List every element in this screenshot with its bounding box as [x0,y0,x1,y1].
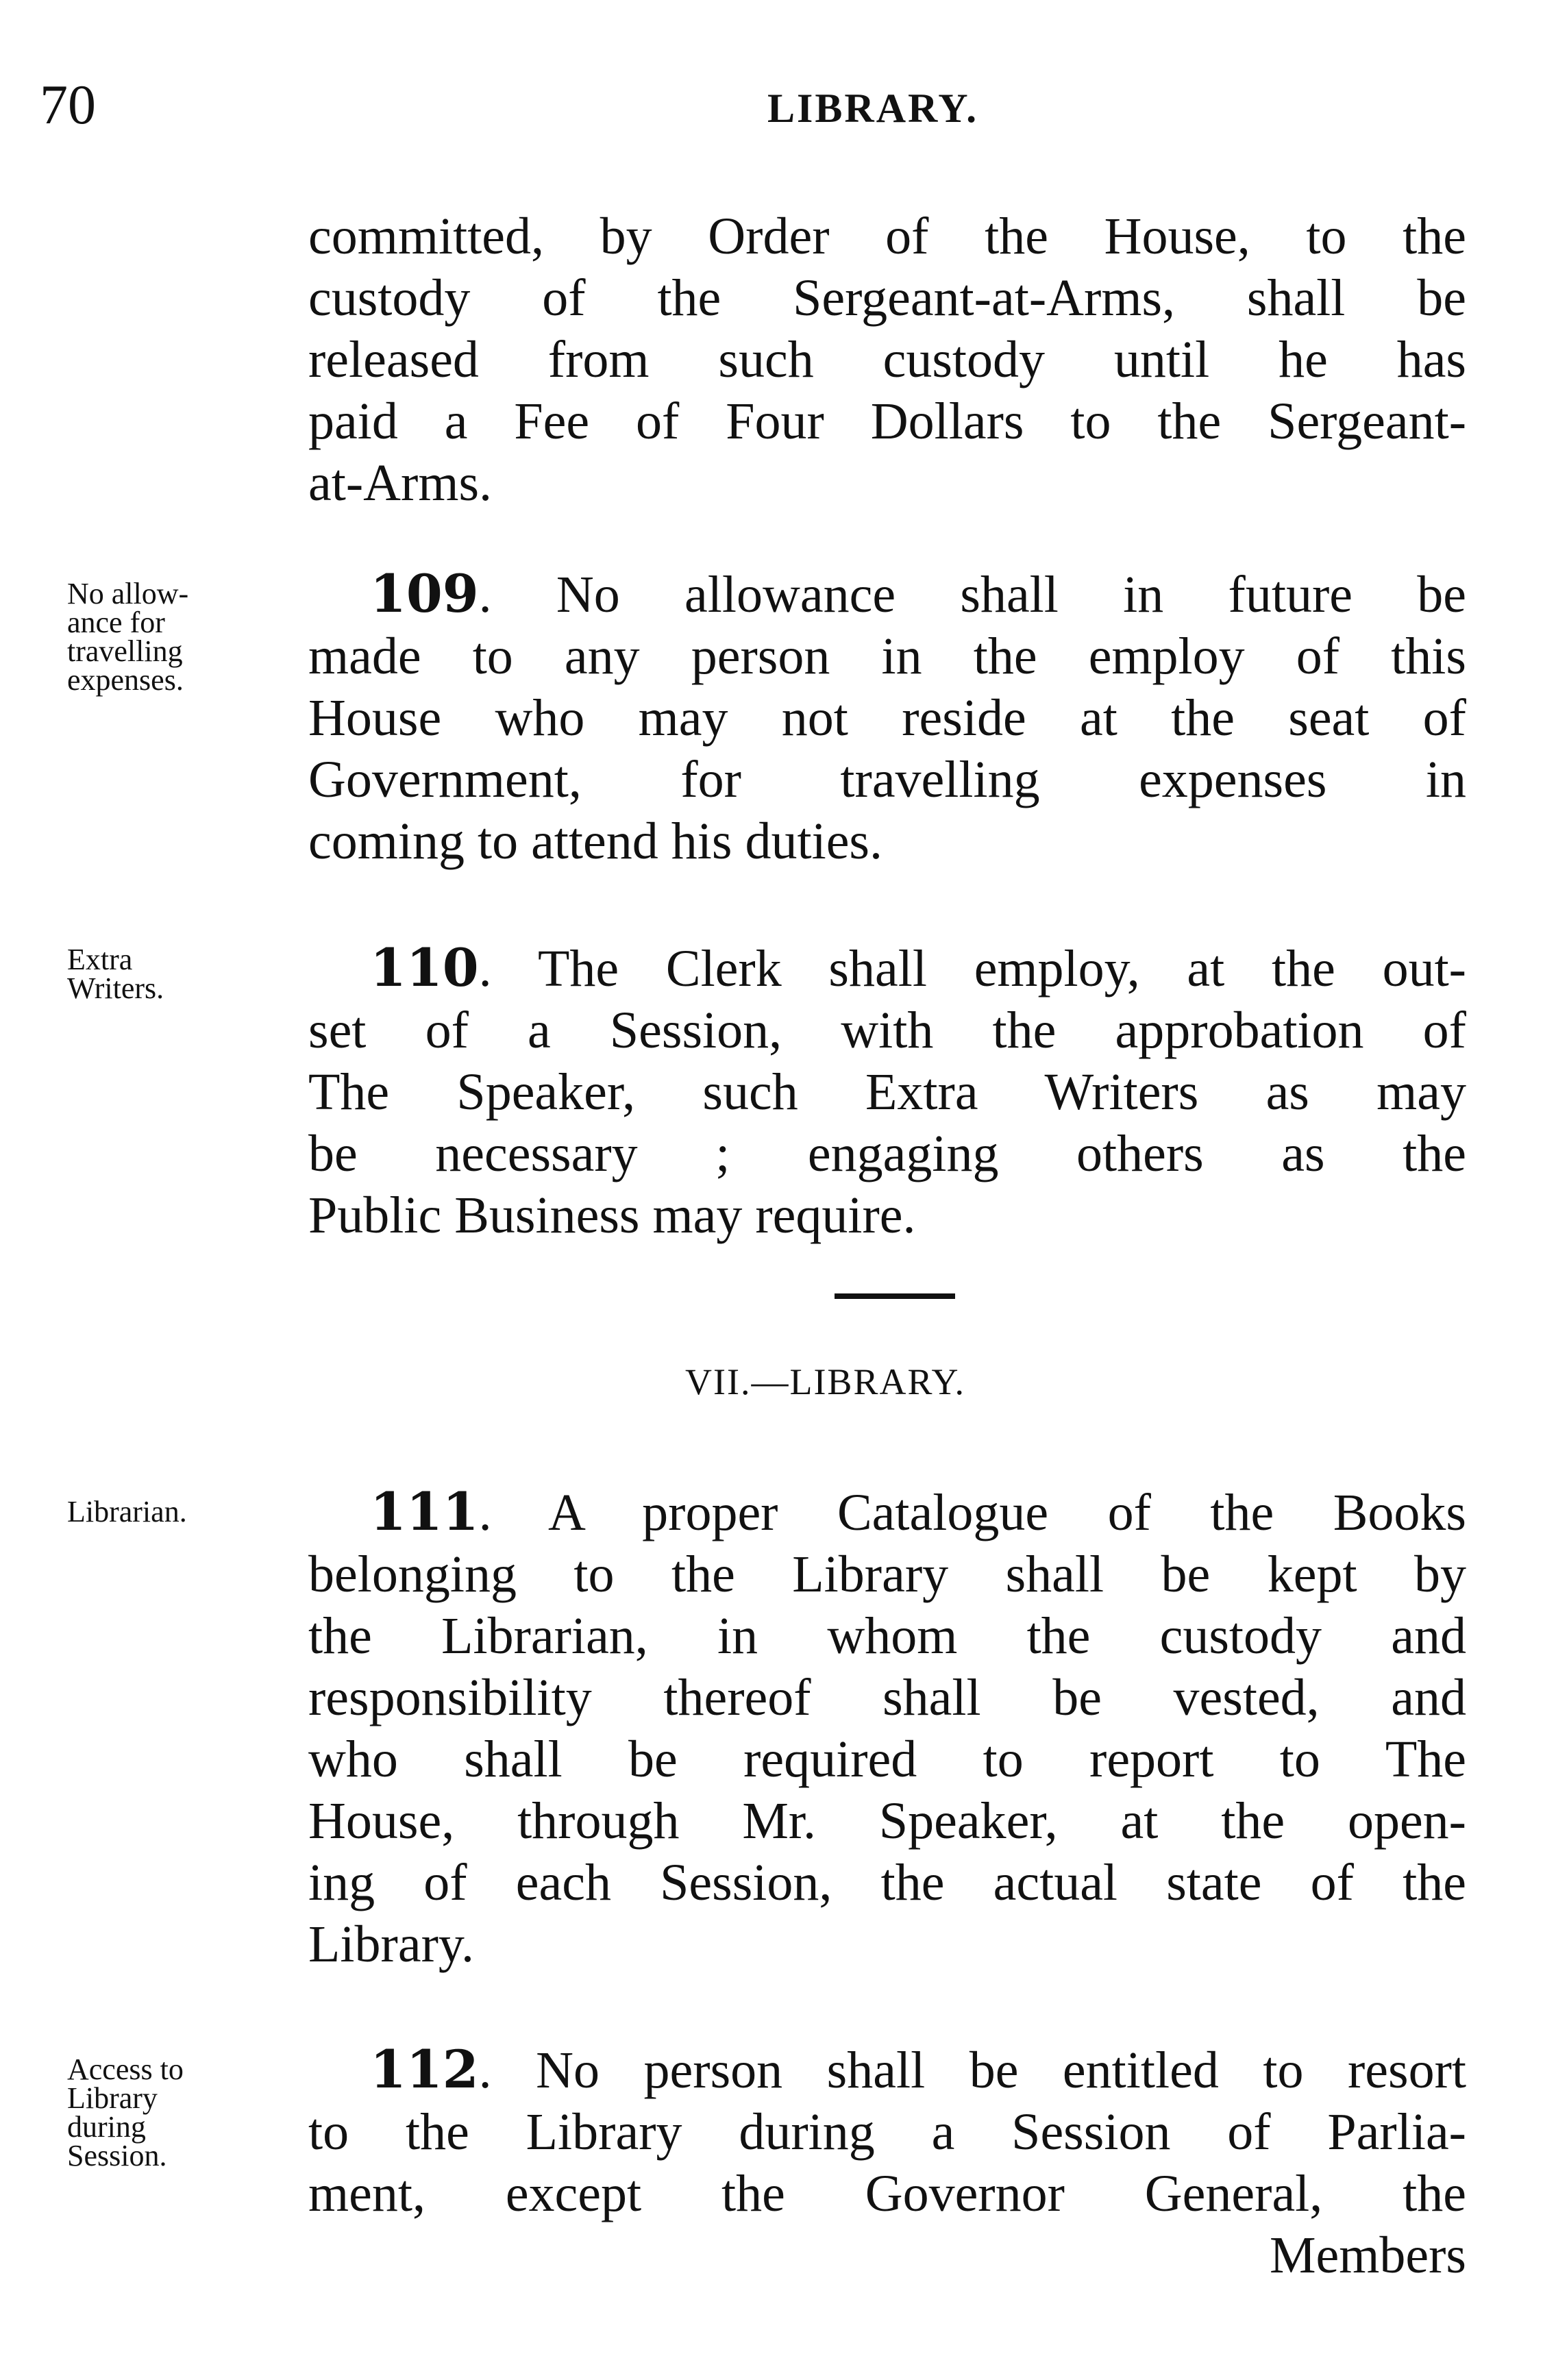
section-heading: VII.—LIBRARY. [685,1361,966,1402]
text-line: House who may not reside at the seat of [308,689,1466,747]
rule-text: . The Clerk shall employ, at the out- [478,940,1466,997]
text-line: ing of each Session, the actual state of the [308,1854,1466,1911]
text-line: coming to attend his duties. [308,813,883,870]
running-title: LIBRARY. [767,86,979,131]
text-line: released from such custody until he has [308,331,1466,388]
rule-number: 110 [370,937,479,998]
rule-number: 109 [370,563,479,624]
catchword: Members [1269,2227,1466,2284]
text-line [308,1481,1466,1544]
margin-note-line: ance for [67,606,165,639]
text-line: made to any person in the employ of this [308,628,1466,685]
text-line: who shall be required to report to The [308,1731,1466,1788]
margin-note-line: No allow- [67,577,189,610]
rule-text: . No person shall be entitled to resort [478,2042,1466,2099]
rule-112-paragraph [308,2039,1466,2286]
rule-text: . A proper Catalogue of the Books [478,1484,1466,1541]
text-line: Government, for travelling expenses in [308,751,1466,808]
rule-number: 112 [370,2039,479,2100]
margin-note-111 [67,1495,187,1528]
margin-note-line: travelling [67,634,183,668]
margin-note-line: Access to [67,2053,184,2086]
text-line: to the Library during a Session of Parlia- [308,2103,1466,2161]
text-line: responsibility thereof shall be vested, and [308,1669,1466,1726]
margin-note-line: Extra [67,943,133,976]
text-line: House, through Mr. Speaker, at the open- [308,1792,1466,1850]
page-number: 70 [40,73,96,136]
text-line: belonging to the Library shall be kept by [308,1546,1466,1603]
rule-111-paragraph [308,1481,1466,1975]
margin-note-110 [67,945,164,1003]
text-line [308,563,1466,625]
text-line [308,937,1466,1000]
text-line: Library. [308,1916,474,1973]
text-line: The Speaker, such Extra Writers as may [308,1063,1466,1121]
rule-110-paragraph [308,937,1466,1246]
rule-text: . No allowance shall in future be [478,566,1466,623]
text-line: be necessary ; engaging others as the [308,1125,1466,1182]
margin-note-line: Writers. [67,971,164,1005]
margin-note-line: during [67,2110,146,2144]
margin-note-109 [67,577,189,697]
margin-note-line: Librarian. [67,1495,187,1528]
text-line: the Librarian, in whom the custody and [308,1607,1466,1665]
margin-note-line: Session. [67,2139,167,2172]
text-line: custody of the Sergeant-at-Arms, shall be [308,269,1466,327]
text-line: ment, except the Governor General, the [308,2165,1466,2222]
text-line: at-Arms. [308,454,493,512]
margin-note-112 [67,2055,184,2170]
rule-number: 111 [370,1481,479,1542]
text-line: Public Business may require. [308,1187,916,1244]
text-line [308,2039,1466,2101]
margin-note-line: Library [67,2081,158,2115]
margin-note-line: expenses. [67,663,184,697]
continued-paragraph [308,206,1466,514]
text-line: paid a Fee of Four Dollars to the Sergeant- [308,393,1466,450]
section-divider [835,1293,955,1299]
text-line: set of a Session, with the approbation of [308,1002,1466,1059]
text-line: committed, by Order of the House, to the [308,208,1466,265]
rule-109-paragraph [308,563,1466,872]
